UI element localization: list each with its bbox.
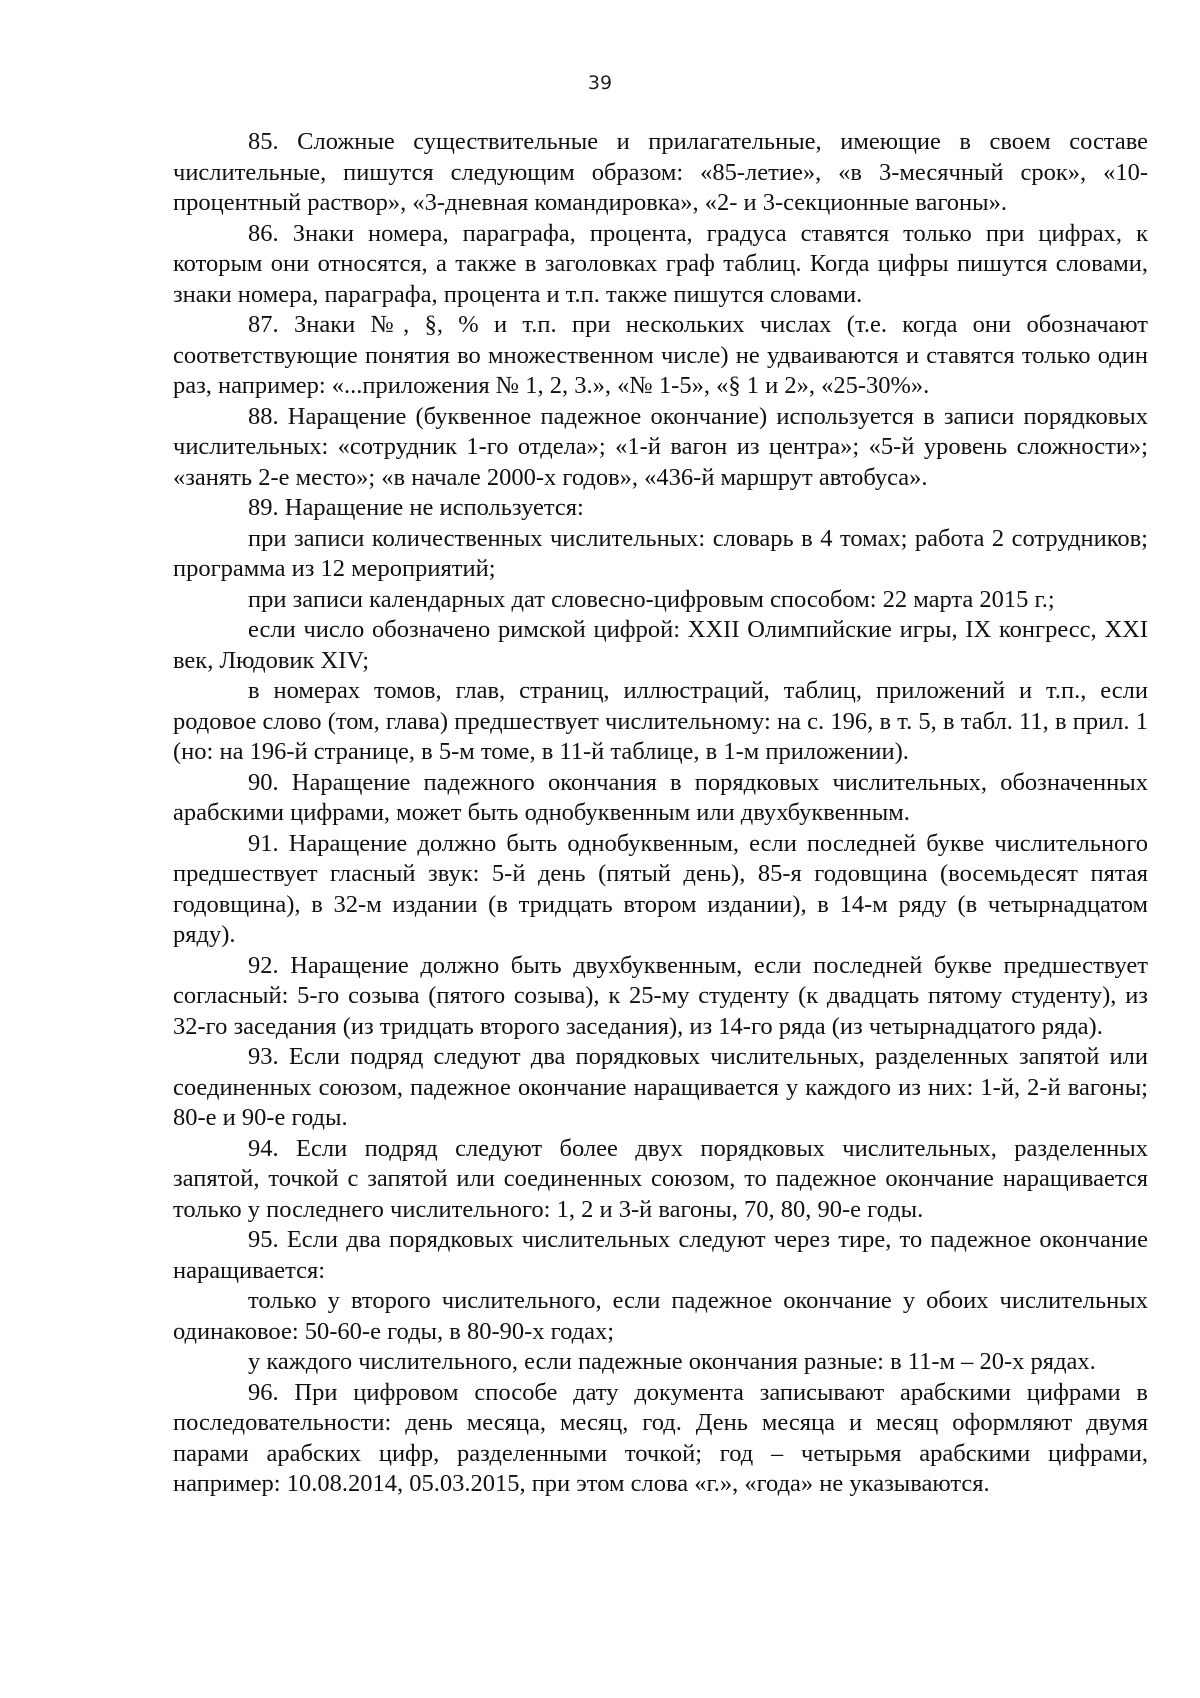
paragraph-96: 96. При цифровом способе дату документа записывают арабскими цифрами в последовательности: день месяца, месяц, год. День месяца и месяц оформляют двумя парами арабских цифр, разделенными точкой; год – четырьмя арабскими цифрами, например: 10.08.2014, 05.03.2015, при этом слова «г.», «года» не указываются. xyxy=(173,1378,1148,1497)
paragraph-87: 87. Знаки №, §, % и т.п. при нескольких числах (т.е. когда они обозначают соответствующие понятия во множественном числе) не удваиваются и ставятся только один раз, например: «...приложения № 1, 2, 3.», «№ 1-5», «§ 1 и 2», «25-30%». xyxy=(173,311,1148,399)
paragraph-94: 94. Если подряд следуют более двух порядковых числительных, разделенных запятой, точкой с запятой или соединенных союзом, то падежное окончание наращивается только у последнего числительного: 1, 2 и 3-й вагоны, 70, 80, 90-е годы. xyxy=(173,1134,1148,1223)
paragraph-95: 95. Если два порядковых числительных следуют через тире, то падежное окончание наращивается: xyxy=(173,1226,1148,1284)
document-body xyxy=(173,127,1148,1500)
paragraph-89-item-4: в номерах томов, глав, страниц, иллюстраций, таблиц, приложений и т.п., если родовое слово (том, глава) предшествует числительному: на с. 196, в т. 5, в табл. 11, в прил. 1 (но: на 196-й странице, в 5-м томе, в 11-й таблице, в 1-м приложении). xyxy=(173,677,1148,765)
paragraph-92: 92. Наращение должно быть двухбуквенным, если последней букве предшествует согласный: 5-го созыва (пятого созыва), к 25-му студенту (к двадцать пятому студенту), из 32-го заседания (из тридцать второго заседания), из 14-го ряда (из четырнадцатого ряда). xyxy=(173,951,1148,1040)
paragraph-88: 88. Наращение (буквенное падежное окончание) используется в записи порядковых числительных: «сотрудник 1-го отдела»; «1-й вагон из центра»; «5-й уровень сложности»; «занять 2-е место»; «в начале 2000-х годов», «436-й маршрут автобуса». xyxy=(173,402,1148,491)
paragraph-93: 93. Если подряд следуют два порядковых числительных, разделенных запятой или соединенных союзом, падежное окончание наращивается у каждого из них: 1-й, 2-й вагоны; 80-е и 90-е годы. xyxy=(173,1043,1148,1131)
paragraph-86: 86. Знаки номера, параграфа, процента, градуса ставятся только при цифрах, к которым они относятся, а также в заголовках граф таблиц. Когда цифры пишутся словами, знаки номера, параграфа, процента и т.п. также пишутся словами. xyxy=(173,219,1148,308)
paragraph-95-item-1: только у второго числительного, если падежное окончание у обоих числительных одинаковое: 50-60-е годы, в 80-90-х годах; xyxy=(173,1287,1148,1345)
paragraph-89-item-2: при записи календарных дат словесно-цифровым способом: 22 марта 2015 г.; xyxy=(248,585,1055,613)
paragraph-89: 89. Наращение не используется: xyxy=(248,494,584,521)
page-number: 39 xyxy=(587,72,613,94)
paragraph-89-item-1: при записи количественных числительных: словарь в 4 томах; работа 2 сотрудников; программа из 12 мероприятий; xyxy=(173,524,1148,582)
paragraph-95-item-2: у каждого числительного, если падежные окончания разные: в 11-м – 20-х рядах. xyxy=(248,1348,1096,1375)
paragraph-90: 90. Наращение падежного окончания в порядковых числительных, обозначенных арабскими цифрами, может быть однобуквенным или двухбуквенным. xyxy=(173,768,1148,826)
paragraph-91: 91. Наращение должно быть однобуквенным, если последней букве числительного предшествует гласный звук: 5-й день (пятый день), 85-я годовщина (восемьдесят пятая годовщина), в 32-м издании (в тридцать втором издании), в 14-м ряду (в четырнадцатом ряду). xyxy=(173,829,1148,948)
paragraph-89-item-3: если число обозначено римской цифрой: XXII Олимпийские игры, IX конгресс, XXI век, Людовик XIV; xyxy=(173,616,1148,674)
paragraph-85: 85. Сложные существительные и прилагательные, имеющие в своем составе числительные, пишутся следующим образом: «85-летие», «в 3-месячный срок», «10-процентный раствор», «3-дневная командировка», «2- и 3-секционные вагоны». xyxy=(173,128,1148,216)
